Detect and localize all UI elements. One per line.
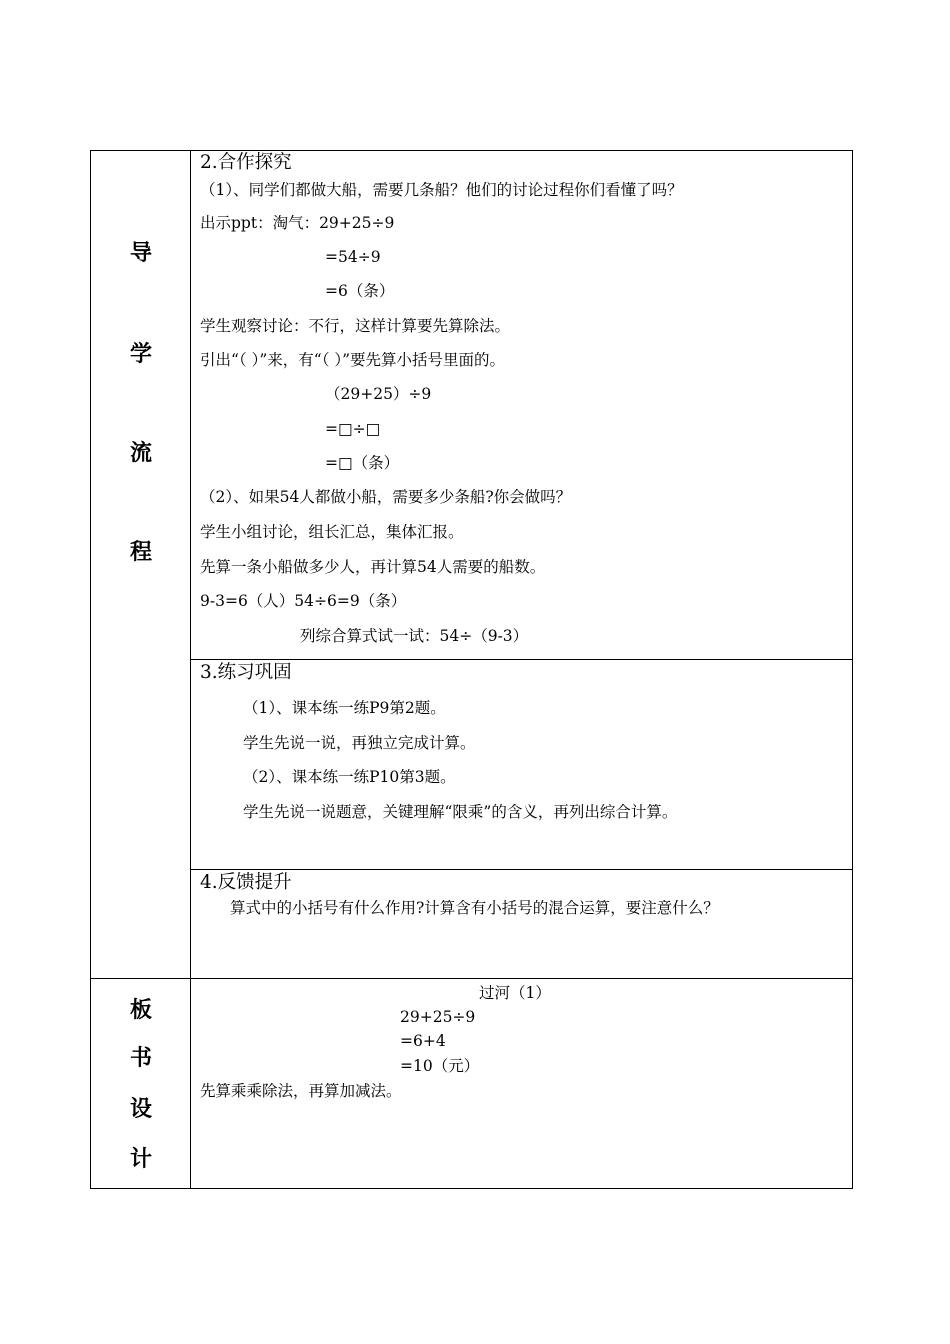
section3-line-2: 学生先说一说，再独立完成计算。 — [243, 734, 476, 752]
section3-heading: 3.练习巩固 — [200, 662, 292, 683]
section2-line-2: 出示ppt：淘气：29+25÷9 — [200, 214, 395, 232]
board-line-2: =6+4 — [400, 1032, 446, 1050]
section3-line-4: 学生先说一说题意，关键理解“限乘”的含义，再列出综合计算。 — [243, 803, 678, 821]
section2-line-9: =□（条） — [325, 454, 400, 472]
section3-line-1: （1）、课本练一练P9第2题。 — [243, 699, 446, 717]
section2-line-6: 引出“（ ）”来，有“（ ）”要先算小括号里面的。 — [200, 351, 506, 369]
guide-label-char-1: 导 — [129, 241, 152, 266]
section2-line-11: 学生小组讨论，组长汇总，集体汇报。 — [200, 523, 464, 541]
section2-line-4: =6（条） — [325, 282, 395, 300]
board-label-char-2: 书 — [129, 1046, 152, 1071]
guide-label-char-3: 流 — [129, 441, 152, 466]
board-line-4: 先算乘乘除法，再算加减法。 — [200, 1082, 402, 1100]
section2-line-1: （1）、同学们都做大船，需要几条船？他们的讨论过程你们看懂了吗？ — [200, 181, 683, 199]
board-row-divider — [90, 978, 852, 979]
section2-heading: 2.合作探究 — [200, 152, 292, 173]
guide-label-char-4: 程 — [129, 540, 152, 565]
board-line-1: 29+25÷9 — [400, 1008, 476, 1026]
section2-line-7: （29+25）÷9 — [325, 385, 432, 403]
section2-line-14: 列综合算式试一试：54÷（9-3） — [300, 627, 529, 645]
section2-line-10: （2）、如果54人都做小船，需要多少条船?你会做吗？ — [200, 488, 572, 506]
board-label-char-3: 设 — [129, 1097, 152, 1122]
section2-line-5: 学生观察讨论：不行，这样计算要先算除法。 — [200, 317, 511, 335]
section4-line-1: 算式中的小括号有什么作用?计算含有小括号的混合运算，要注意什么？ — [230, 899, 719, 917]
section2-line-3: =54÷9 — [325, 248, 381, 266]
section4-heading: 4.反馈提升 — [200, 872, 292, 893]
guide-label-char-2: 学 — [129, 342, 152, 367]
board-title: 过河（1） — [479, 984, 551, 1002]
section3-line-3: （2）、课本练一练P10第3题。 — [243, 768, 456, 786]
section3-divider — [190, 659, 852, 660]
section2-line-12: 先算一条小船做多少人，再计算54人需要的船数。 — [200, 558, 546, 576]
board-label-char-4: 计 — [129, 1147, 152, 1172]
board-label-char-1: 板 — [129, 998, 152, 1023]
section4-divider — [190, 869, 852, 870]
section2-line-8: =□÷□ — [325, 420, 381, 438]
section2-line-13: 9-3=6（人）54÷6=9（条） — [200, 592, 407, 610]
column-divider — [190, 150, 191, 1189]
board-line-3: =10（元） — [400, 1057, 480, 1075]
